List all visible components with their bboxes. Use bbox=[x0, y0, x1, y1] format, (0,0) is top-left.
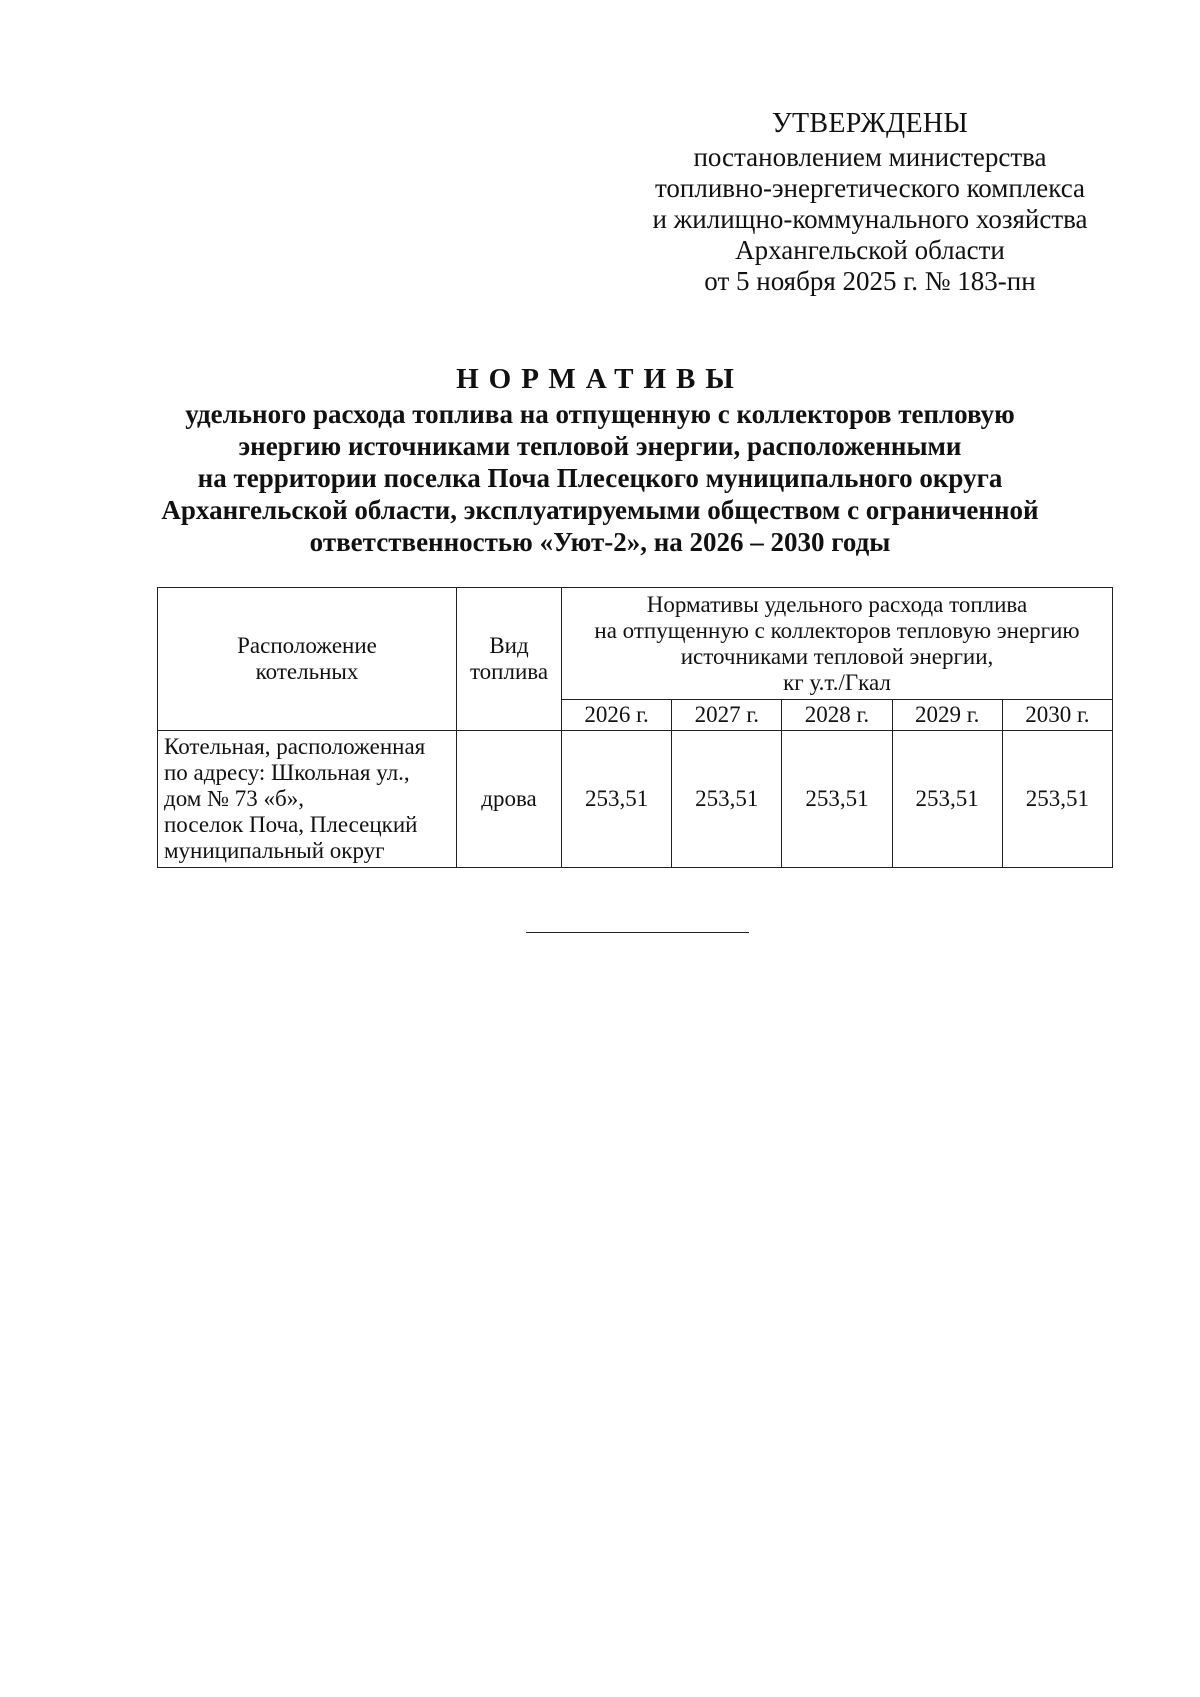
header-norms bbox=[562, 588, 1113, 700]
fuel-cell: дрова bbox=[457, 731, 562, 868]
value-cell: 253,51 bbox=[1002, 731, 1112, 868]
value-cell: 253,51 bbox=[562, 731, 672, 868]
title-main: НОРМАТИВЫ bbox=[456, 363, 744, 395]
header-fuel-line: топлива bbox=[469, 659, 549, 684]
header-location bbox=[158, 588, 457, 731]
title-line: ответственностью «Уют-2», на 2026 – 2030 годы bbox=[309, 527, 891, 557]
approval-block bbox=[600, 108, 1140, 297]
title-line: на территории поселка Поча Плесецкого муниципального округа bbox=[197, 463, 1003, 493]
value-cell: 253,51 bbox=[892, 731, 1002, 868]
value-cell: 253,51 bbox=[672, 731, 782, 868]
value-cell: 253,51 bbox=[782, 731, 892, 868]
year-header: 2026 г. bbox=[562, 700, 672, 731]
approval-heading: УТВЕРЖДЕНЫ bbox=[771, 108, 969, 139]
approval-line: топливно-энергетического комплекса bbox=[654, 173, 1086, 203]
table-row bbox=[158, 731, 1113, 868]
location-line: муниципальный округ bbox=[164, 838, 385, 863]
header-norms-line: на отпущенную с коллекторов тепловую энергию bbox=[594, 617, 1080, 643]
year-header: 2029 г. bbox=[892, 700, 1002, 731]
approval-line: и жилищно-коммунального хозяйства bbox=[652, 204, 1088, 234]
header-norms-line: Нормативы удельного расхода топлива bbox=[646, 591, 1028, 617]
approval-line: постановлением министерства bbox=[693, 142, 1047, 172]
location-cell bbox=[158, 731, 457, 868]
location-line: поселок Поча, Плесецкий bbox=[164, 812, 418, 837]
header-fuel bbox=[457, 588, 562, 731]
title-line: Архангельской области, эксплуатируемыми обществом с ограниченной bbox=[161, 495, 1039, 525]
header-location-line: котельных bbox=[255, 659, 359, 684]
approval-line: Архангельской области bbox=[735, 235, 1005, 265]
norms-table bbox=[157, 587, 1113, 868]
title-subtitle bbox=[100, 398, 1100, 558]
header-location-line: Расположение bbox=[237, 633, 377, 658]
approval-line: от 5 ноября 2025 г. № 183-пн bbox=[704, 266, 1036, 296]
year-header: 2030 г. bbox=[1002, 700, 1112, 731]
header-fuel-line: Вид bbox=[489, 633, 529, 658]
title-line: энергию источниками тепловой энергии, расположенными bbox=[238, 431, 962, 461]
header-norms-line: кг у.т./Гкал bbox=[783, 669, 891, 695]
year-header: 2028 г. bbox=[782, 700, 892, 731]
location-line: Котельная, расположенная bbox=[164, 734, 426, 759]
end-divider bbox=[526, 932, 749, 933]
location-line: дом № 73 «б», bbox=[164, 786, 304, 811]
document-title bbox=[100, 362, 1100, 558]
title-line: удельного расхода топлива на отпущенную с коллекторов тепловую bbox=[185, 399, 1015, 429]
location-line: по адресу: Школьная ул., bbox=[164, 760, 410, 785]
table-header-row bbox=[158, 588, 1113, 700]
year-header: 2027 г. bbox=[672, 700, 782, 731]
header-norms-line: источниками тепловой энергии, bbox=[680, 643, 994, 669]
